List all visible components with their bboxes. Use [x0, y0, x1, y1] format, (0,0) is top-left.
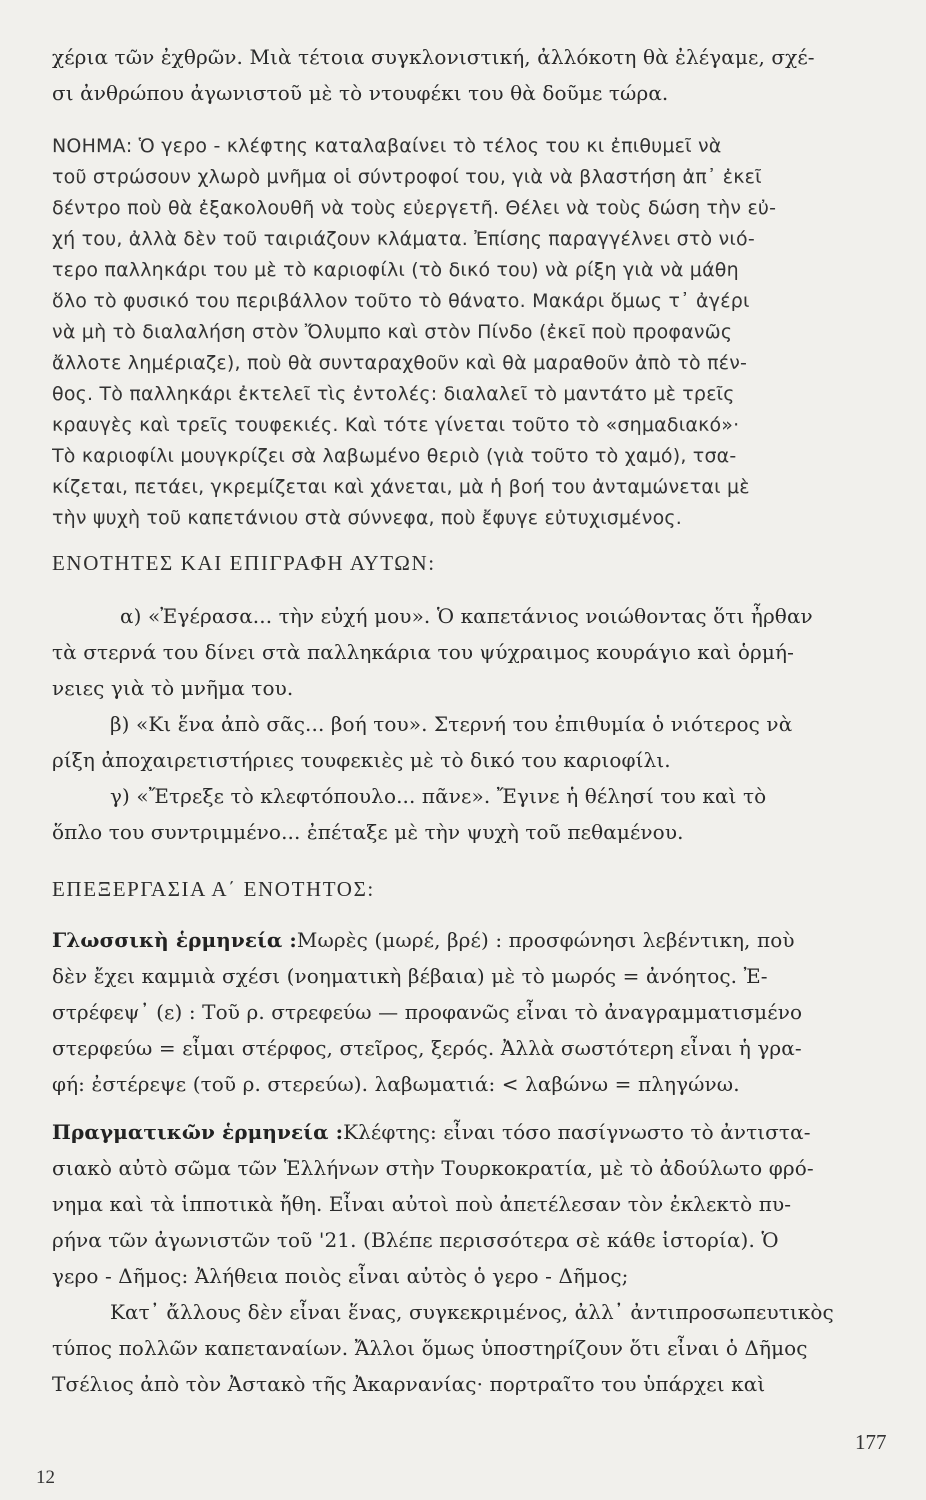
text-line: στερφεύω = εἶμαι στέρφος, στεῖρος, ξερός. Ἀλλὰ σωστότερη εἶναι ἡ γρα-	[52, 1036, 802, 1060]
term-text: Κλέφτης: εἶναι τόσο πασίγνωστο τὸ ἀντιστα-	[343, 1120, 811, 1144]
text-line: σι ἀνθρώπου ἀγωνιστοῦ μὲ τὸ ντουφέκι του θὰ δοῦμε τώρα.	[52, 81, 669, 105]
term-text: Μωρὲς (μωρέ, βρέ) : προσφώνησι λεβέντικη, ποὺ	[296, 928, 795, 952]
text-line: δέντρο ποὺ θὰ ἐξακολουθῆ νὰ τοὺς εὐεργετῆ. Θέλει νὰ τοὺς δώση τὴν εὐ-	[52, 197, 777, 219]
term-label: Πραγματικῶν ἑρμηνεία :	[52, 1120, 344, 1144]
text-line: χέρια τῶν ἐχθρῶν. Μιὰ τέτοια συγκλονιστική, ἀλλόκοτη θὰ ἐλέγαμε, σχέ-	[52, 45, 815, 69]
text-line: ὅλο τὸ φυσικό του περιβάλλον τοῦτο τὸ θάνατο. Μακάρι ὅμως τ᾽ ἀγέρι	[52, 290, 750, 312]
text-line: στρέφεψ᾽ (ε) : Τοῦ ρ. στρεφεύω — προφανῶς εἶναι τὸ ἀναγραμματισμένο	[52, 1000, 803, 1024]
text-line: τύπος πολλῶν καπεταναίων. Ἄλλοι ὅμως ὑποστηρίζουν ὅτι εἶναι ὁ Δῆμος	[52, 1336, 808, 1360]
term-label: Γλωσσικὴ ἑρμηνεία :	[52, 928, 297, 952]
text-line: Τσέλιος ἀπὸ τὸν Ἀστακὸ τῆς Ἀκαρνανίας· πορτραῖτο του ὑπάρχει καὶ	[52, 1372, 766, 1396]
text-line: τὰ στερνά του δίνει στὰ παλληκάρια του ψύχραιμος κουράγιο καὶ ὁρμή-	[52, 640, 794, 664]
text-line: δὲν ἔχει καμμιὰ σχέσι (νοηματικὴ βέβαια) μὲ τὸ μωρός = ἀνόητος. Ἐ-	[52, 964, 768, 988]
text-line: Κατ᾽ ἄλλους δὲν εἶναι ἕνας, συγκεκριμένος, ἀλλ᾽ ἀντιπροσωπευτικὸς	[110, 1300, 834, 1324]
section-heading: ΕΝΟΤΗΤΕΣ ΚΑΙ ΕΠΙΓΡΑΦΗ ΑΥΤΩΝ:	[52, 551, 436, 575]
section-heading: ΕΠΕΞΕΡΓΑΣΙΑ Α΄ ΕΝΟΤΗΤΟΣ:	[52, 877, 375, 901]
text-line: σιακὸ αὐτὸ σῶμα τῶν Ἑλλήνων στὴν Τουρκοκρατία, μὲ τὸ ἀδούλωτο φρό-	[52, 1156, 814, 1180]
text-line: γερο - Δῆμος: Ἀλήθεια ποιὸς εἶναι αὐτὸς ὁ γερο - Δῆμος;	[52, 1264, 629, 1288]
text-line: α) «Ἐγέρασα... τὴν εὐχή μου». Ὁ καπετάνιος νοιώθοντας ὅτι ἦρθαν	[120, 604, 813, 628]
text-line: ρήνα τῶν ἀγωνιστῶν τοῦ '21. (Βλέπε περισσότερα σὲ κάθε ἱστορία). Ὁ	[52, 1228, 779, 1252]
text-line: νημα καὶ τὰ ἱπποτικὰ ἤθη. Εἶναι αὐτοὶ ποὺ ἀπετέλεσαν τὸν ἐκλεκτὸ πυ-	[52, 1192, 792, 1216]
text-line: ρίξη ἀποχαιρετιστήριες τουφεκιὲς μὲ τὸ δικό του καριοφίλι.	[52, 748, 671, 772]
text-line: β) «Κι ἕνα ἀπὸ σᾶς... βοή του». Στερνή του ἐπιθυμία ὁ νιότερος νὰ	[110, 712, 793, 736]
text-line: θος. Τὸ παλληκάρι ἐκτελεῖ τὶς ἐντολές: διαλαλεῖ τὸ μαντάτο μὲ τρεῖς	[52, 383, 735, 405]
text-line: νὰ μὴ τὸ διαλαλήση στὸν Ὄλυμπο καὶ στὸν Πίνδο (ἐκεῖ ποὺ προφανῶς	[52, 321, 733, 343]
text-line	[52, 925, 898, 955]
text-line: φή: ἐστέρεψε (τοῦ ρ. στερεύω). λαβωματιά: < λαβώνω = πληγώνω.	[52, 1072, 740, 1096]
text-line: τὴν ψυχὴ τοῦ καπετάνιου στὰ σύννεφα, ποὺ ἔφυγε εὐτυχισμένος.	[52, 507, 683, 529]
text-line: ὅπλο του συντριμμένο... ἐπέταξε μὲ τὴν ψυχὴ τοῦ πεθαμένου.	[52, 820, 684, 844]
text-line: τοῦ στρώσουν χλωρὸ μνῆμα οἱ σύντροφοί του, γιὰ νὰ βλαστήση ἀπ᾽ ἐκεῖ	[52, 166, 762, 188]
text-line: τερο παλληκάρι του μὲ τὸ καριοφίλι (τὸ δικό του) νὰ ρίξη γιὰ νὰ μάθη	[52, 259, 739, 281]
text-line: χή του, ἀλλὰ δὲν τοῦ ταιριάζουν κλάματα. Ἐπίσης παραγγέλνει στὸ νιό-	[52, 228, 755, 250]
text-line: γ) «Ἔτρεξε τὸ κλεφτόπουλο... πᾶνε». Ἔγινε ἡ θέλησί του καὶ τὸ	[110, 784, 767, 808]
page-number: 177	[855, 1430, 887, 1454]
text-line: ΝΟΗΜΑ: Ὁ γερο - κλέφτης καταλαβαίνει τὸ τέλος του κι ἐπιθυμεῖ νὰ	[52, 135, 722, 157]
signature-mark: 12	[36, 1467, 55, 1488]
text-line: νειες γιὰ τὸ μνῆμα του.	[52, 676, 294, 700]
text-line	[52, 1117, 898, 1147]
text-line: Τὸ καριοφίλι μουγκρίζει σὰ λαβωμένο θεριὸ (γιὰ τοῦτο τὸ χαμό), τσα-	[52, 445, 737, 467]
text-line: κραυγὲς καὶ τρεῖς τουφεκιές. Καὶ τότε γίνεται τοῦτο τὸ «σημαδιακό»·	[52, 414, 740, 436]
text-line: ἄλλοτε λημέριαζε), ποὺ θὰ συνταραχθοῦν καὶ θὰ μαραθοῦν ἀπὸ τὸ πέν-	[52, 352, 748, 374]
text-line: κίζεται, πετάει, γκρεμίζεται καὶ χάνεται, μὰ ἡ βοή του ἀνταμώνεται μὲ	[52, 476, 750, 498]
